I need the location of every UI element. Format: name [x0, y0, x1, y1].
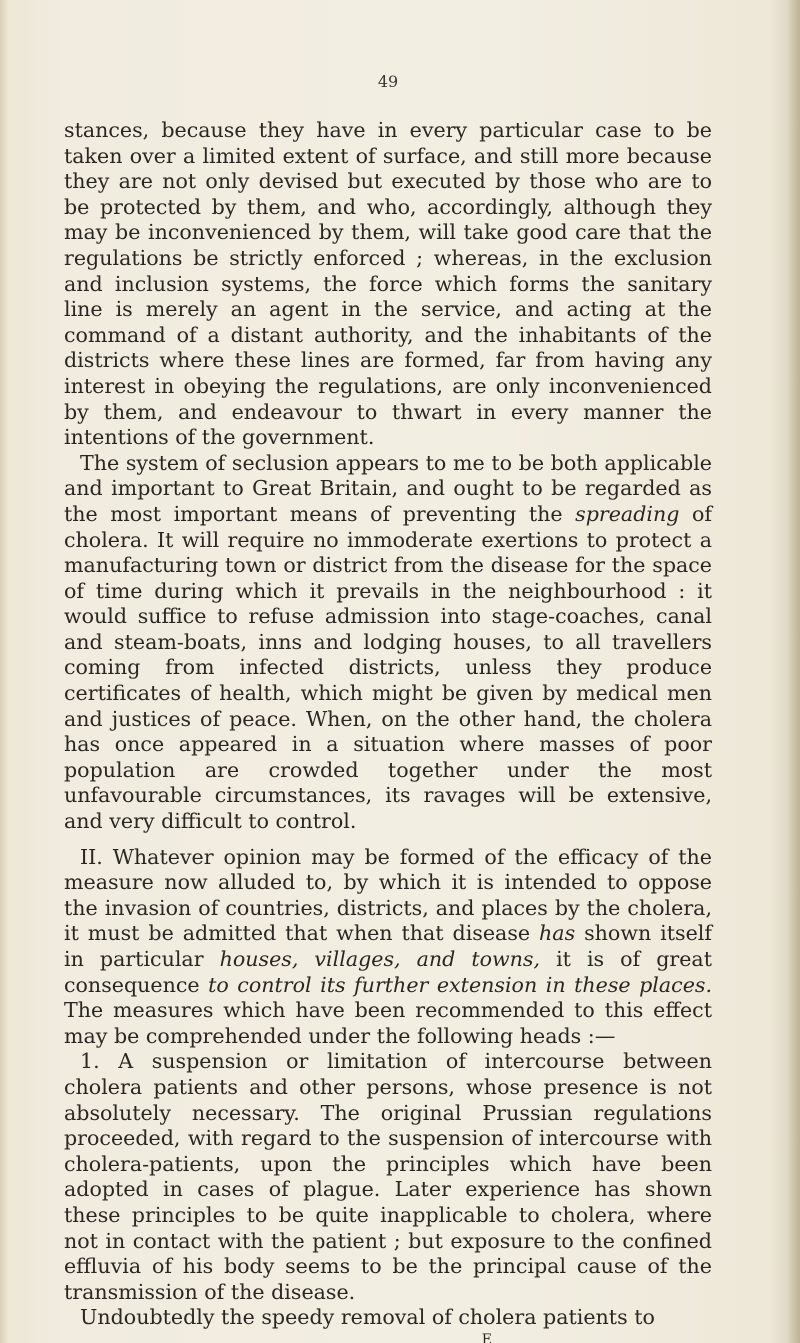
page-text [64, 72, 712, 1343]
paragraph-2-italic: spreading [575, 501, 680, 526]
page-left-edge [0, 0, 8, 1343]
page-number: 49 [377, 72, 399, 91]
paragraph-3-italic-2: houses, villages, and towns, [219, 947, 541, 971]
paragraph-1: stances, because they have in every particular case to be taken over a limited extent of surface, and still more because they are not only devised but executed by those who are to be protected by them, and who, accordingly, although they may be inconvenienced by them, will take good care that the regulations be strictly enforced ; whereas, in the exclusion and inclusion systems, the force which forms the sanitary line is merely an agent in the service, and acting at the command of a distant authority, and the inhabitants of the districts where these lines are formed, far from having any interest in obeying the regulations, are only inconvenienced by them, and endeavour to thwart in every manner the intentions of the government. [64, 118, 712, 450]
paragraph-2-text-b: of cholera. It will require no immoderate exertions to protect a manufacturing town or district from the disease for the space of time during which it prevails in the neighbourhood : it would suffice to refuse admission into stage-coaches, canal and steam-boats, inns and lodging houses, to all travellers coming from infected districts, unless they produce certificates of health, which might be given by medical men and justices of peace. When, on the other hand, the cholera has once appeared in a situation where masses of poor population are crowded together under the most unfavourable circumstances, its ravages will be extensive, and very difficult to control. [64, 501, 712, 834]
paragraph-3 [64, 845, 712, 1050]
signature-mark: E [481, 1331, 492, 1343]
paragraph-3-text-b: shown itself in particular [64, 921, 712, 971]
page-right-edge [786, 0, 800, 1343]
paragraph-5: Undoubtedly the speedy removal of cholera patients to [80, 1305, 655, 1330]
paragraph-2 [64, 451, 712, 835]
paragraph-3-text-c: it is of great consequence [64, 947, 712, 997]
paragraph-3-italic-1: has [539, 921, 576, 946]
paragraph-3-italic-3: to control its further extension in these places. [208, 972, 712, 997]
paragraph-3-text-d: The measures which have been recommended to this effect may be comprehended under the following heads :— [64, 998, 712, 1048]
paragraph-4: 1. A suspension or limitation of intercourse between cholera patients and other persons, whose presence is not absolutely necessary. The original Prussian regulations proceeded, with regard to the suspension of intercourse with cholera-patients, upon the principles which have been adopted in cases of plague. Later experience has shown these principles to be quite inapplicable to cholera, where not in contact with the patient ; but exposure to the confined effluvia of his body seems to be the principal cause of the transmission of the disease. [64, 1049, 712, 1304]
paragraph-2-text-a: The system of seclusion appears to me to be both applicable and important to Great Britain, and ought to be regarded as the most important means of preventing the [64, 450, 712, 526]
paragraph-3-text-a: II. Whatever opinion may be formed of the efficacy of the measure now alluded to, by which it is intended to oppose the invasion of countries, districts, and places by the cholera, it must be admitted that when that disease [64, 844, 712, 946]
